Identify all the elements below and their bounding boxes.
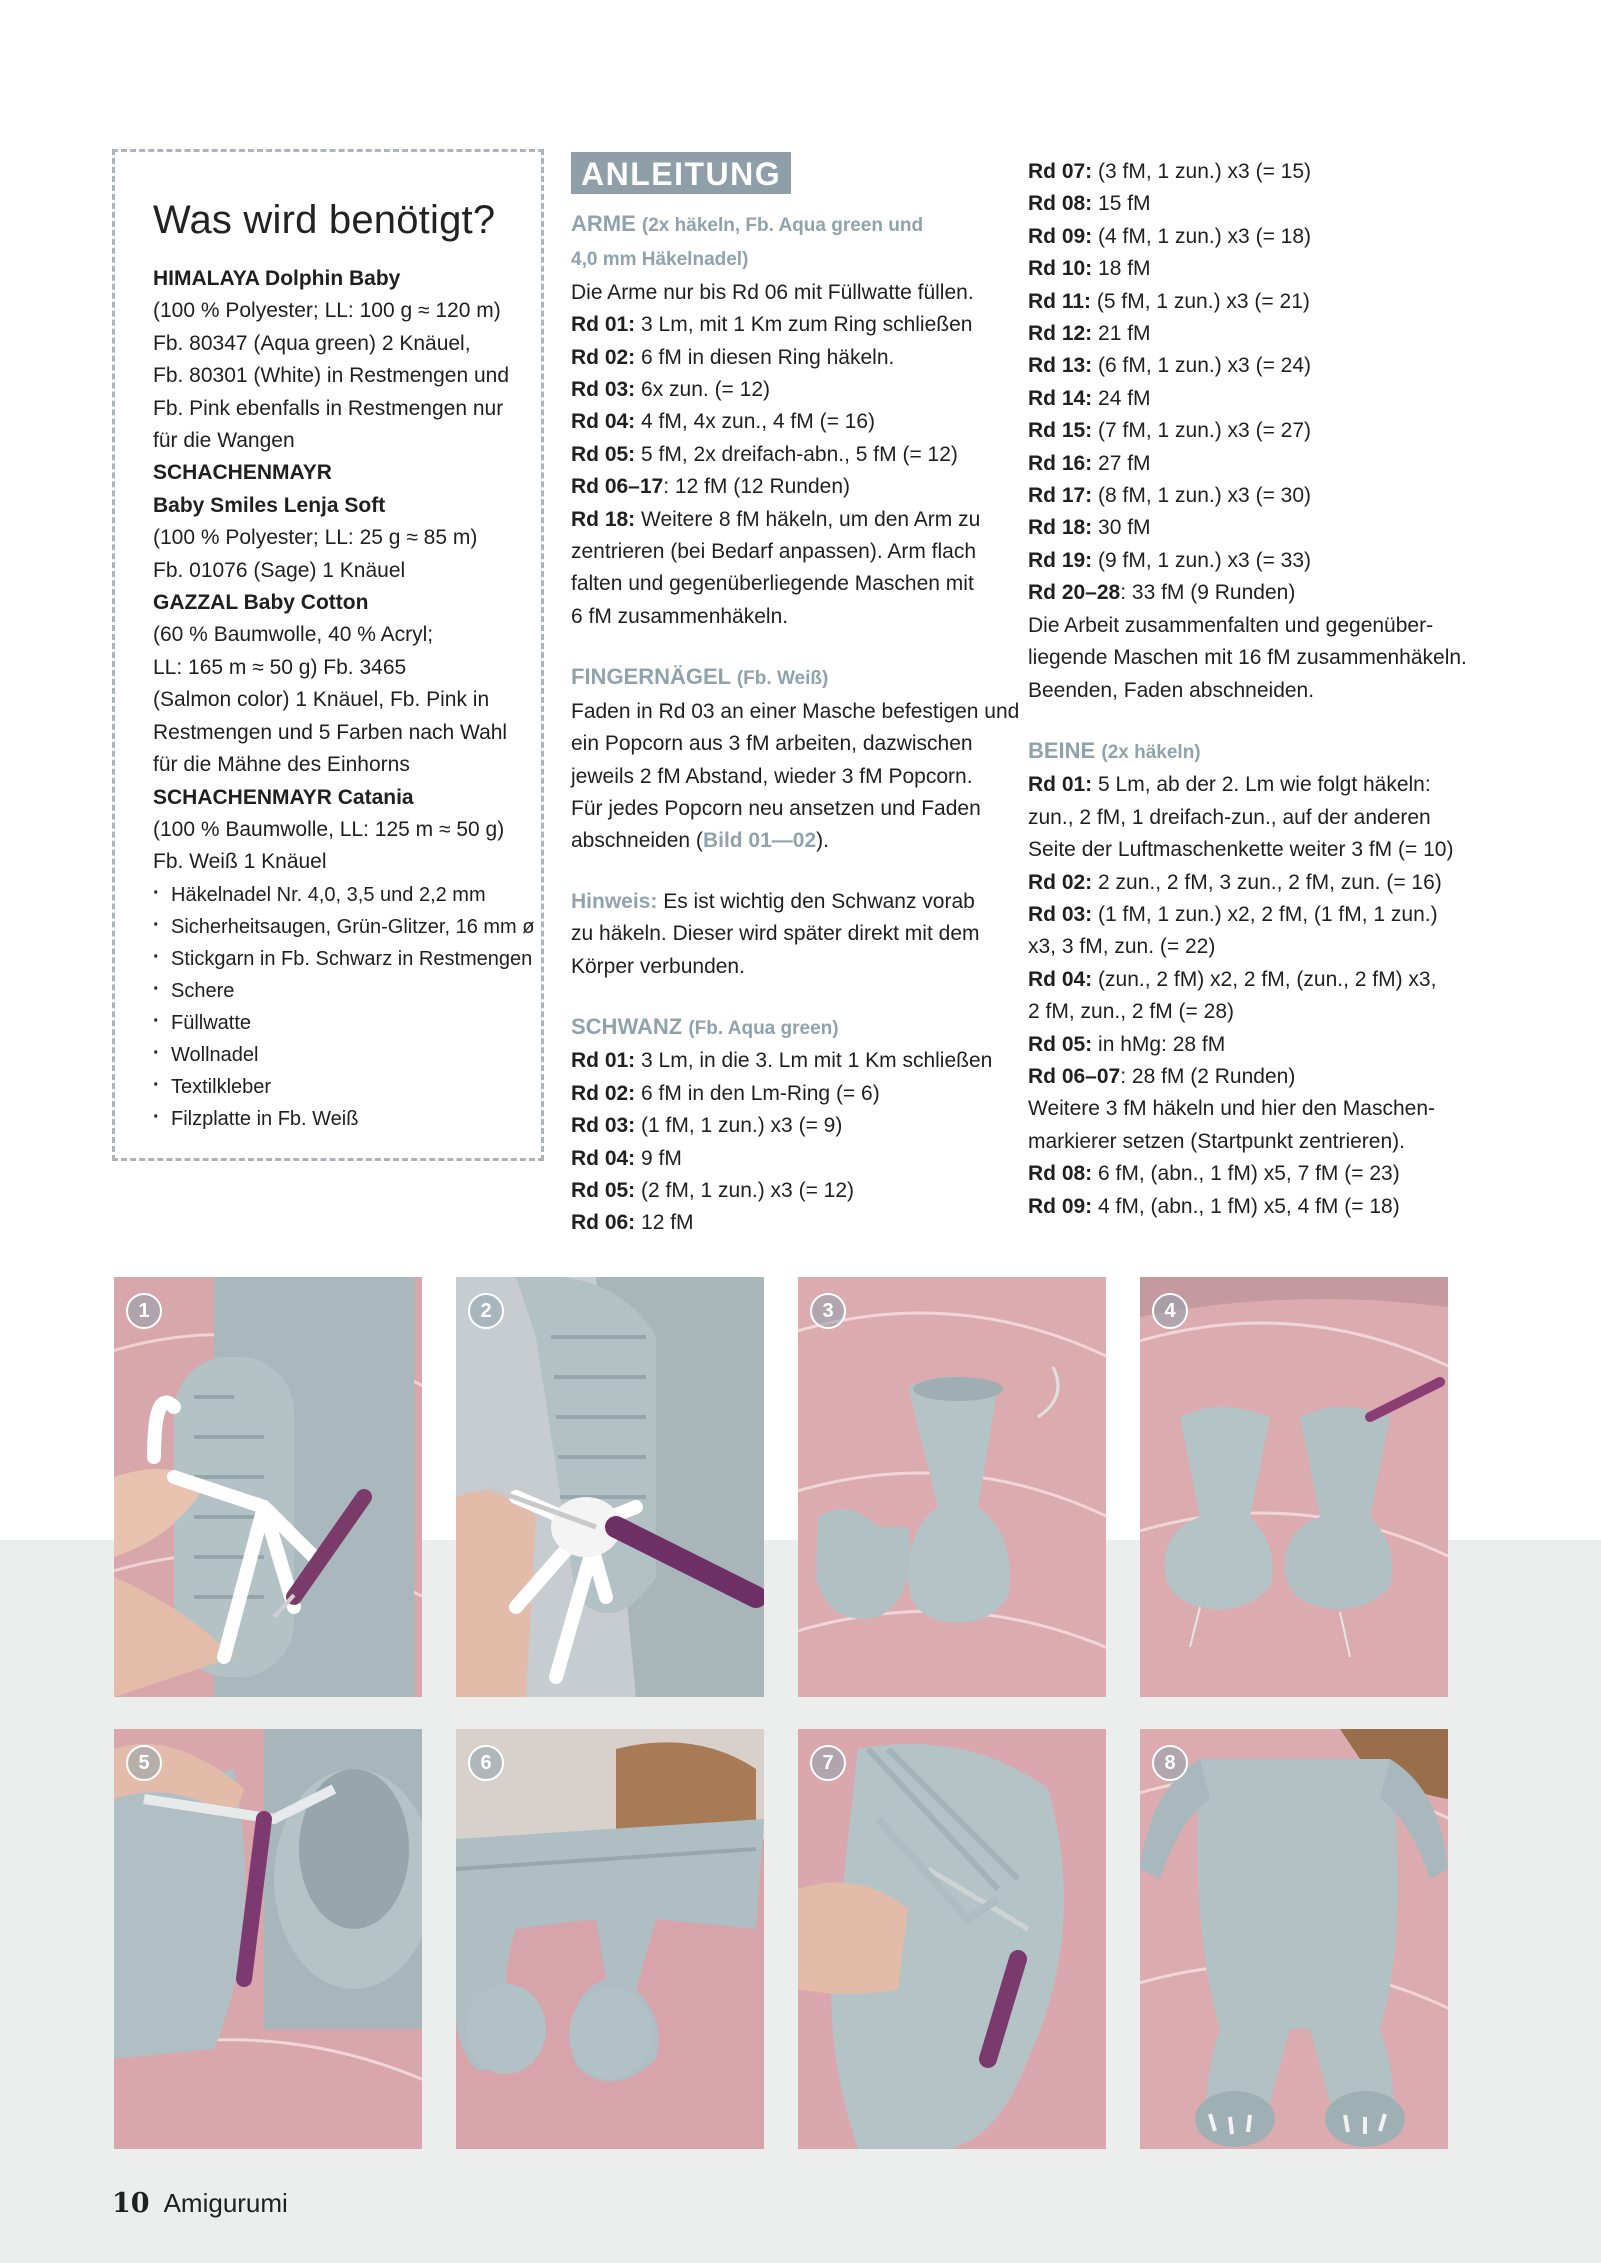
step-number-badge: 1	[126, 1293, 162, 1329]
hinweis-line-1: Hinweis: Es ist wichtig den Schwanz vorab	[571, 889, 975, 913]
instruction-line: Rd 17: (8 fM, 1 zun.) x3 (= 30)	[1028, 484, 1312, 508]
instruction-line: Rd 15: (7 fM, 1 zun.) x3 (= 27)	[1028, 419, 1312, 443]
photo-step-4	[1140, 1277, 1448, 1697]
arme-title: ARME	[571, 211, 636, 236]
instruction-line: liegende Maschen mit 16 fM zusammenhäkeln.	[1028, 646, 1467, 670]
material-bullet-item: · Filzplatte in Fb. Weiß	[153, 1103, 517, 1135]
material-bullet-item: · Textilkleber	[153, 1071, 517, 1103]
photo-step-2	[456, 1277, 764, 1697]
instruction-line: Faden in Rd 03 an einer Masche befestigen und	[571, 699, 1020, 723]
instruction-line: markierer setzen (Startpunkt zentrieren).	[1028, 1129, 1405, 1153]
material-detail: (100 % Baumwolle, LL: 125 m ≈ 50 g)	[153, 817, 505, 841]
material-name: HIMALAYA Dolphin Baby	[153, 267, 401, 290]
instruction-line: Rd 05: (2 fM, 1 zun.) x3 (= 12)	[571, 1178, 855, 1202]
instruction-line: Rd 08: 15 fM	[1028, 192, 1151, 216]
material-detail: Fb. Pink ebenfalls in Restmengen nur	[153, 396, 504, 420]
finger-title: FINGERNÄGEL	[571, 664, 731, 690]
step-number-badge: 8	[1152, 1745, 1188, 1781]
instruction-line: 6 fM zusammenhäkeln.	[571, 604, 789, 628]
materials-box	[112, 149, 544, 1161]
instruction-line: Rd 14: 24 fM	[1028, 386, 1151, 410]
finger-subtitle: (Fb. Weiß)	[736, 668, 829, 690]
instruction-line: zentrieren (bei Bedarf anpassen). Arm flach	[571, 540, 977, 564]
instruction-line: Rd 04: (zun., 2 fM) x2, 2 fM, (zun., 2 fM) x3,	[1028, 967, 1437, 991]
instruction-line: Rd 03: (1 fM, 1 zun.) x2, 2 fM, (1 fM, 1 zun.)	[1028, 902, 1438, 926]
materials-bullets	[153, 879, 535, 1135]
section-heading-beine	[1028, 735, 1467, 769]
instruction-line: Rd 06–17: 12 fM (12 Runden)	[571, 475, 850, 499]
anleitung-banner: ANLEITUNG	[571, 152, 791, 194]
page-footer	[112, 2188, 288, 2219]
finger-last-line: abschneiden (Bild 01—02).	[571, 829, 829, 853]
hinweis-line-2: zu häkeln. Dieser wird später direkt mit dem	[571, 922, 980, 946]
section-heading-arme	[571, 208, 1019, 242]
material-detail: Fb. 01076 (Sage) 1 Knäuel	[153, 558, 406, 582]
image-reference: Bild 01—02	[702, 829, 817, 853]
arme-subtitle-1: (2x häkeln, Fb. Aqua green und	[641, 215, 924, 236]
material-bullet-item: · Füllwatte	[153, 1007, 517, 1039]
hinweis-line-3: Körper verbunden.	[571, 954, 745, 978]
photo-step-3	[798, 1277, 1106, 1697]
instruction-line: 2 fM, zun., 2 fM (= 28)	[1028, 1000, 1234, 1024]
schwanz-title: SCHWANZ	[571, 1013, 683, 1039]
instruction-line: Für jedes Popcorn neu ansetzen und Faden	[571, 796, 981, 820]
instruction-line: Rd 09: 4 fM, (abn., 1 fM) x5, 4 fM (= 18)	[1028, 1194, 1400, 1218]
instruction-line: Rd 10: 18 fM	[1028, 257, 1151, 281]
material-detail: (100 % Polyester; LL: 25 g ≈ 85 m)	[153, 526, 478, 550]
beine-subtitle: (2x häkeln)	[1101, 741, 1201, 763]
instruction-line: Rd 07: (3 fM, 1 zun.) x3 (= 15)	[1028, 160, 1312, 183]
instruction-line: Rd 08: 6 fM, (abn., 1 fM) x5, 7 fM (= 23)	[1028, 1162, 1400, 1186]
material-detail: (Salmon color) 1 Knäuel, Fb. Pink in	[153, 688, 490, 712]
instruction-line: Rd 09: (4 fM, 1 zun.) x3 (= 18)	[1028, 224, 1312, 248]
step-number-badge: 3	[810, 1293, 846, 1329]
material-name: Baby Smiles Lenja Soft	[153, 493, 386, 517]
instruction-line: Rd 20–28: 33 fM (9 Runden)	[1028, 581, 1296, 605]
instruction-line: Weitere 3 fM häkeln und hier den Maschen-	[1028, 1097, 1435, 1121]
photo-step-1	[114, 1277, 422, 1697]
instructions-column-1	[571, 152, 1019, 1240]
instruction-line: Rd 05: in hMg: 28 fM	[1028, 1032, 1226, 1056]
instruction-line: falten und gegenüberliegende Maschen mit	[571, 572, 974, 596]
arme-instructions	[571, 277, 1019, 633]
section-heading-arme-cont	[571, 242, 1019, 276]
instruction-line: Rd 06–07: 28 fM (2 Runden)	[1028, 1064, 1296, 1088]
instruction-line: Rd 04: 9 fM	[571, 1146, 682, 1170]
instruction-line: Die Arbeit zusammenfalten und gegenüber-	[1028, 613, 1434, 637]
instruction-line: Rd 19: (9 fM, 1 zun.) x3 (= 33)	[1028, 548, 1312, 572]
step-number-badge: 5	[126, 1745, 162, 1781]
photo-step-5	[114, 1729, 422, 2149]
materials-list	[153, 263, 517, 879]
material-name: GAZZAL Baby Cotton	[153, 591, 369, 615]
step-number-badge: 2	[468, 1293, 504, 1329]
instruction-line: Rd 01: 3 Lm, in die 3. Lm mit 1 Km schließen	[571, 1049, 993, 1073]
material-detail: Fb. 80347 (Aqua green) 2 Knäuel,	[153, 331, 471, 355]
magazine-title: Amigurumi	[163, 2188, 288, 2218]
section-heading-schwanz	[571, 1011, 1019, 1045]
photo-step-6	[456, 1729, 764, 2149]
material-bullet-item: · Stickgarn in Fb. Schwarz in Restmengen	[153, 943, 517, 975]
materials-title: Was wird benötigt?	[153, 198, 496, 242]
beine-instructions	[1028, 769, 1467, 1223]
instruction-line: jeweils 2 fM Abstand, wieder 3 fM Popcorn.	[571, 764, 973, 788]
beine-title: BEINE	[1028, 737, 1096, 763]
material-detail: Fb. Weiß 1 Knäuel	[153, 850, 327, 874]
instruction-line: Rd 18: 30 fM	[1028, 516, 1151, 540]
instructions-column-2	[1028, 156, 1467, 1223]
material-name: SCHACHENMAYR	[153, 461, 332, 485]
instruction-line: Rd 02: 6 fM in den Lm-Ring (= 6)	[571, 1081, 880, 1105]
arme-subtitle-2: 4,0 mm Häkelnadel)	[571, 249, 749, 271]
instruction-line: Rd 12: 21 fM	[1028, 322, 1151, 346]
instruction-line: Rd 13: (6 fM, 1 zun.) x3 (= 24)	[1028, 354, 1312, 378]
schwanz-instructions	[571, 1045, 1019, 1239]
material-detail: Restmengen und 5 Farben nach Wahl	[153, 720, 508, 744]
hinweis-label: Hinweis:	[571, 889, 658, 913]
instruction-line: Rd 05: 5 fM, 2x dreifach-abn., 5 fM (= 12)	[571, 442, 958, 466]
instruction-line: Rd 01: 5 Lm, ab der 2. Lm wie folgt häkeln:	[1028, 773, 1431, 797]
instruction-line: Rd 06: 12 fM	[571, 1211, 694, 1235]
instruction-line: Rd 16: 27 fM	[1028, 451, 1151, 475]
material-detail: Fb. 80301 (White) in Restmengen und	[153, 364, 510, 388]
schwanz-continued-instructions	[1028, 156, 1467, 707]
material-detail: für die Wangen	[153, 429, 295, 453]
instruction-line: Seite der Luftmaschenkette weiter 3 fM (= 10)	[1028, 838, 1454, 862]
instruction-line: Rd 01: 3 Lm, mit 1 Km zum Ring schließen	[571, 313, 973, 337]
instruction-line: Rd 04: 4 fM, 4x zun., 4 fM (= 16)	[571, 410, 876, 434]
instruction-line: Rd 03: (1 fM, 1 zun.) x3 (= 9)	[571, 1114, 843, 1138]
material-detail: für die Mähne des Einhorns	[153, 753, 410, 777]
schwanz-subtitle: (Fb. Aqua green)	[688, 1017, 839, 1039]
instruction-line: Rd 18: Weitere 8 fM häkeln, um den Arm zu	[571, 507, 981, 531]
material-bullet-item: · Häkelnadel Nr. 4,0, 3,5 und 2,2 mm	[153, 879, 517, 911]
section-heading-finger	[571, 661, 1019, 695]
instruction-line: x3, 3 fM, zun. (= 22)	[1028, 935, 1216, 959]
instruction-line: zun., 2 fM, 1 dreifach-zun., auf der anderen	[1028, 805, 1431, 829]
instruction-line: Rd 11: (5 fM, 1 zun.) x3 (= 21)	[1028, 289, 1310, 313]
instruction-line: Rd 02: 2 zun., 2 fM, 3 zun., 2 fM, zun. (= 16)	[1028, 870, 1442, 894]
step-number-badge: 7	[810, 1745, 846, 1781]
finger-instructions	[571, 696, 1019, 826]
material-detail: (60 % Baumwolle, 40 % Acryl;	[153, 623, 434, 647]
material-bullet-item: · Schere	[153, 975, 517, 1007]
photo-step-8	[1140, 1729, 1448, 2149]
material-bullet-item: · Wollnadel	[153, 1039, 517, 1071]
instruction-line: Rd 02: 6 fM in diesen Ring häkeln.	[571, 345, 895, 369]
material-name: SCHACHENMAYR Catania	[153, 785, 414, 809]
instruction-line: Die Arme nur bis Rd 06 mit Füllwatte füllen.	[571, 280, 974, 304]
page-number: 10	[112, 2188, 150, 2219]
material-bullet-item: · Sicherheitsaugen, Grün-Glitzer, 16 mm ø	[153, 911, 517, 943]
instruction-line: Beenden, Faden abschneiden.	[1028, 678, 1315, 702]
instruction-line: Rd 03: 6x zun. (= 12)	[571, 378, 771, 402]
photo-step-7	[798, 1729, 1106, 2149]
material-detail: (100 % Polyester; LL: 100 g ≈ 120 m)	[153, 299, 501, 323]
step-number-badge: 4	[1152, 1293, 1188, 1329]
step-number-badge: 6	[468, 1745, 504, 1781]
instruction-line: ein Popcorn aus 3 fM arbeiten, dazwischen	[571, 732, 973, 756]
material-detail: LL: 165 m ≈ 50 g) Fb. 3465	[153, 655, 407, 679]
